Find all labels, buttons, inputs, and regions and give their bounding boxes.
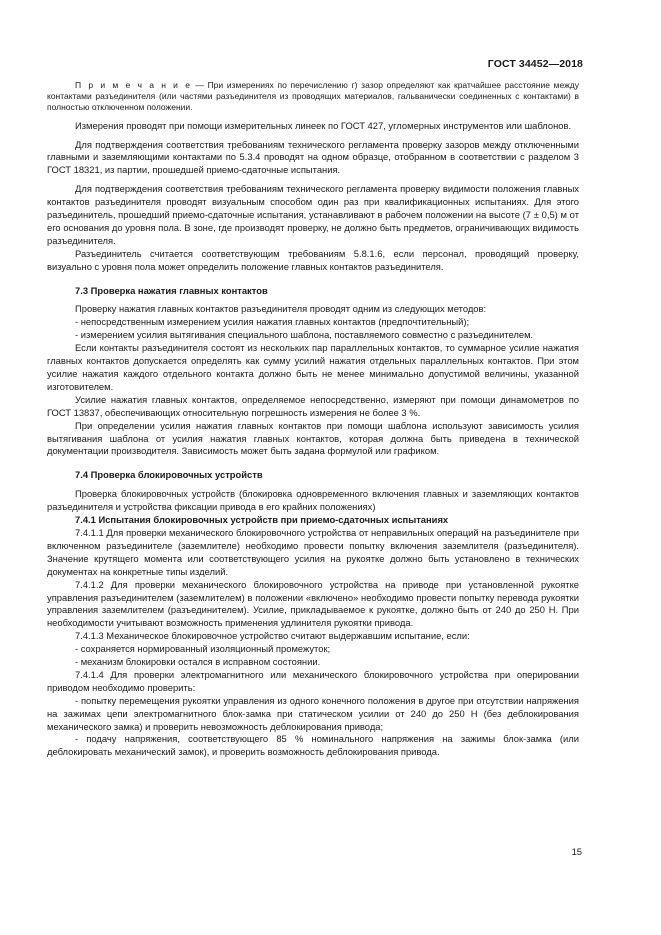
list-item: - непосредственным измерением усилия нажатия главных контактов (предпочтительный); bbox=[75, 316, 470, 328]
list-item: - сохраняется нормированный изоляционный промежуток; bbox=[75, 643, 331, 655]
paragraph: Проверка блокировочных устройств (блокировка одновременного включения главных и заземляющих контактов разъединителя и устройства фиксации привода в его крайних положениях) bbox=[47, 488, 579, 513]
page-number: 15 bbox=[571, 846, 582, 857]
list-item: - механизм блокировки остался в исправном состоянии. bbox=[75, 656, 321, 668]
paragraph: 7.4.1.4 Для проверки электромагнитного или механического блокировочного устройства при оперировании приводом необходимо проверить: bbox=[47, 668, 579, 693]
list-item: - измерением усилия вытягивания специального шаблона, поставляемого совместно с разъединителем. bbox=[75, 329, 534, 341]
paragraph: 7.4.1.1 Для проверки механического блокировочного устройства от неправильных операций на разъединителе при включенном разъединителе (заземлителе) необходимо провести попытку включения заземлителя (разъединителя). Значение крутящего момента или соответствующего усилия на рукоятке должно быть установлено в технических документах на конкретные типы изделий. bbox=[47, 526, 579, 577]
paragraph: Измерения проводят при помощи измерительных линеек по ГОСТ 427, угломерных инструментов или шаблонов. bbox=[75, 119, 572, 131]
list-item: - подачу напряжения, соответствующего 85 % номинального напряжения на зажимы блок-замка (или деблокировать механический замок), и проверить возможность деблокирования привода. bbox=[47, 733, 579, 758]
paragraph: Разъединитель считается соответствующим требованиям 5.8.1.6, если персонал, проводящий проверку, визуально с уровня пола может определить положение главных контактов разъединителя. bbox=[47, 247, 579, 272]
section-heading-7-4: 7.4 Проверка блокировочных устройств bbox=[75, 469, 263, 481]
paragraph: Проверку нажатия главных контактов разъединителя проводят одним из следующих методов: bbox=[75, 303, 487, 315]
paragraph: Для подтверждения соответствия требованиям технического регламента проверку видимости положения главных контактов разъединителя проводят визуальным способом один раз при квалификационных испытаниях. Для этого разъединитель, прошедший приемо-сдаточные испытания, устанавливают в рабочем положении на высоте (7 ± 0,5) м от его основания до уровня пола. В зоне, где производят проверку, не должно быть предметов, ограничивающих видимость разъединителя. bbox=[47, 183, 579, 246]
document-id: ГОСТ 34452—2018 bbox=[487, 58, 583, 70]
subsection-heading-7-4-1: 7.4.1 Испытания блокировочных устройств при приемо-сдаточных испытаниях bbox=[75, 514, 449, 526]
note bbox=[47, 80, 579, 114]
paragraph: 7.4.1.3 Механическое блокировочное устройство считают выдержавшим испытание, если: bbox=[75, 630, 470, 642]
paragraph: При определении усилия нажатия главных контактов при помощи шаблона используют зависимость усилия вытягивания шаблона от усилия нажатия главных контактов, которая должна быть приведена в технической документации производителя. Зависимость может быть задана формулой или графиком. bbox=[47, 419, 579, 457]
section-heading-7-3: 7.3 Проверка нажатия главных контактов bbox=[75, 284, 268, 296]
note-text: — При измерениях по перечислению г) зазор определяют как кратчайшее расстояние между контактами разъединителя (или частями разъединителя из проводящих материалов, гальванически соединенных с контактами) в полностью отключенном положении. bbox=[47, 80, 579, 113]
list-item: - попытку перемещения рукоятки управления из одного конечного положения в другое при отсутствии напряжения на зажимах цепи электромагнитного блок-замка при статическом усилии от 240 до 250 Н (без деблокирования механического замка) и проверить невозможность деблокирования привода; bbox=[47, 694, 579, 732]
note-label: П р и м е ч а н и е bbox=[75, 80, 192, 90]
paragraph: Если контакты разъединителя состоят из нескольких пар параллельных контактов, то суммарное усилие нажатия главных контактов допускается определять как сумму усилий нажатия отдельных параллельных контактов. При этом усилие нажатия каждого отдельного контакта должно быть не менее минимально допустимой величины, указанной изготовителем. bbox=[47, 342, 579, 392]
page-content bbox=[47, 80, 579, 759]
paragraph: 7.4.1.2 Для проверки механического блокировочного устройства на приводе при установленной рукоятке управления разъединителем (заземлителем) в положении «включено» необходимо провести попытку перевода рукоятки управления заземлителем (разъединителем). Усилие, прикладываемое к рукоятке, должно быть от 240 до 250 Н. При необходимости учитывают возможность применения удлинителя рукоятки привода. bbox=[47, 578, 579, 629]
paragraph: Для подтверждения соответствия требованиям технического регламента проверку зазоров между отключенными главными и заземляющими контактами по 5.3.4 проводят на одном образце, отобранном в соответствии с разделом 3 ГОСТ 18321, из партии, прошедшей приемо-сдаточные испытания. bbox=[47, 138, 579, 176]
paragraph: Усилие нажатия главных контактов, определяемое непосредственно, измеряют при помощи динамометров по ГОСТ 13837, обеспечивающих относительную погрешность измерения не более 3 %. bbox=[47, 393, 579, 418]
